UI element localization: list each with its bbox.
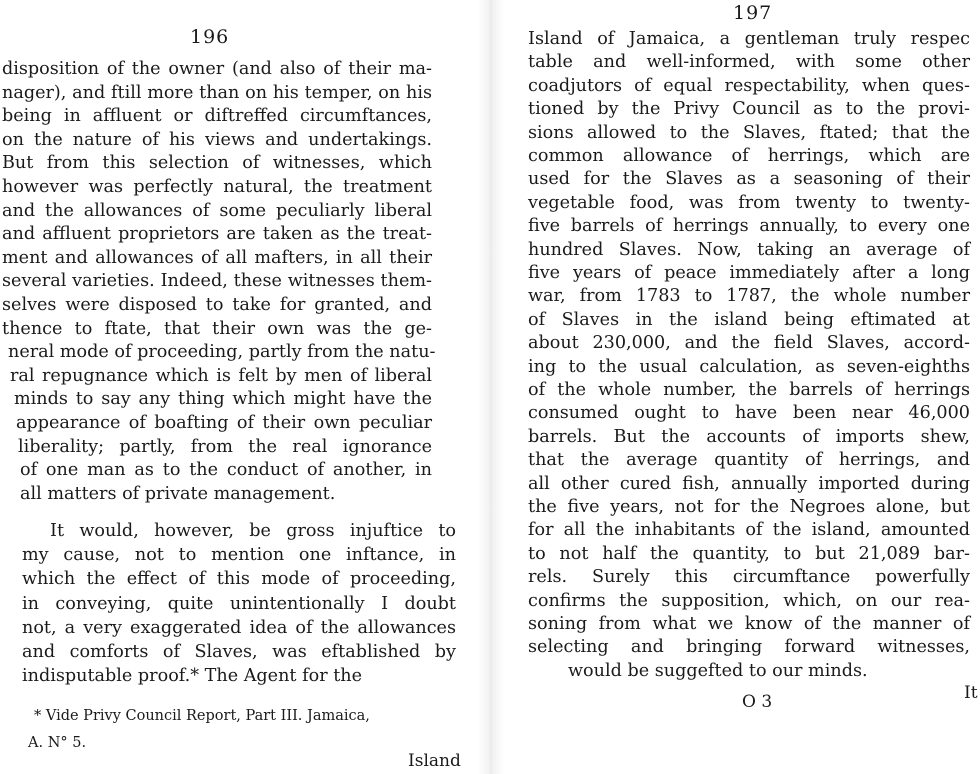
text-line: sions allowed to the Slaves, ftated; that the — [528, 122, 970, 143]
right-catchword: It — [964, 683, 978, 703]
right-page-number: 197 — [733, 2, 773, 24]
text-line: coadjutors of equal respectability, when ques- — [528, 75, 970, 96]
text-line: being in affluent or diftreffed circumftances, — [2, 106, 432, 127]
text-line: Island of Jamaica, a gentleman truly respec — [528, 29, 970, 49]
text-line: minds to say any thing which might have the — [14, 389, 432, 410]
text-line: five barrels of herrings annually, to every one — [528, 216, 970, 237]
text-line: selves were disposed to take for granted, and — [2, 295, 432, 315]
right-page — [512, 0, 980, 774]
text-line: to not half the quantity, to but 21,089 bar- — [528, 543, 970, 564]
text-line: used for the Slaves as a seasoning of their — [528, 169, 970, 190]
text-line: disposition of the owner (and also of their ma- — [2, 59, 432, 79]
text-line: on the nature of his views and undertakings. — [2, 129, 432, 150]
text-line: appearance of boafting of their own peculiar — [16, 413, 432, 433]
text-line: consumed ought to have been near 46,000 — [528, 403, 970, 424]
text-line: barrels. But the accounts of imports shew, — [528, 426, 970, 447]
text-line: of one man as to the conduct of another, in — [20, 460, 432, 481]
book-gutter — [478, 0, 504, 774]
text-line: for all the inhabitants of the island, amounted — [528, 520, 970, 541]
text-line: and the allowances of some peculiarly liberal — [2, 200, 432, 221]
text-line: soning from what we know of the manner of — [528, 614, 970, 634]
text-line: table and well-informed, with some other — [528, 52, 970, 73]
text-line: confirms the supposition, which, on our rea- — [528, 590, 970, 611]
text-line: thence to ftate, that their own was the ge- — [2, 318, 432, 339]
text-line: common allowance of herrings, which are — [528, 146, 970, 166]
text-line: all matters of private management. — [20, 483, 336, 504]
text-line: nager), and ftill more than on his temper, on his — [2, 82, 432, 103]
text-line: ral repugnance which is felt by men of liberal — [10, 365, 432, 386]
text-line: liberality; partly, from the real ignorance — [18, 436, 432, 457]
text-line: that the average quantity of herrings, and — [528, 450, 970, 471]
text-line: It would, however, be gross injuftice to — [50, 521, 456, 541]
text-line: my cause, not to mention one inftance, in — [22, 545, 456, 566]
text-line: several varieties. Indeed, these witnesses them- — [2, 271, 432, 292]
text-line: about 230,000, and the field Slaves, accord- — [528, 333, 970, 354]
text-line: selecting and bringing forward witnesses, — [528, 637, 970, 658]
text-line: indisputable proof.* The Agent for the — [22, 666, 363, 687]
text-line: all other cured fish, annually imported during — [528, 473, 970, 494]
text-line: war, from 1783 to 1787, the whole number — [528, 286, 970, 307]
text-line: ment and allowances of all mafters, in all their — [2, 247, 432, 268]
text-line: in conveying, quite unintentionally I doubt — [22, 593, 456, 614]
text-line: vegetable food, was from twenty to twenty- — [528, 192, 970, 213]
footnote-line: A. N° 5. — [28, 735, 87, 751]
left-page — [0, 0, 470, 774]
text-line: and affluent proprietors are taken as the treat- — [2, 224, 432, 245]
signature-mark: O 3 — [742, 692, 773, 712]
footnote-line: * Vide Privy Council Report, Part III. Jamaica, — [34, 708, 370, 724]
text-line: which the effect of this mode of proceeding, — [22, 569, 456, 590]
text-line: the five years, not for the Negroes alone, but — [528, 497, 970, 517]
text-line: neral mode of proceeding, partly from the natu- — [8, 342, 436, 363]
text-line: But from this selection of witnesses, which — [2, 153, 432, 174]
text-line: would be suggefted to our minds. — [568, 660, 868, 681]
text-line: tioned by the Privy Council as to the provi- — [528, 99, 970, 120]
text-line: ing to the usual calculation, as seven-eighths — [528, 356, 970, 377]
text-line: hundred Slaves. Now, taking an average of — [528, 239, 970, 260]
text-line: rels. Surely this circumftance powerfully — [528, 567, 970, 588]
text-line: five years of peace immediately after a long — [528, 263, 970, 283]
text-line: of the whole number, the barrels of herrings — [528, 380, 970, 400]
left-catchword: Island — [408, 751, 461, 771]
text-line: of Slaves in the island being eftimated at — [528, 309, 970, 330]
text-line: however was perfectly natural, the treatment — [2, 177, 432, 197]
text-line: and comforts of Slaves, was eftablished by — [22, 642, 456, 662]
text-line: not, a very exaggerated idea of the allowances — [22, 617, 456, 638]
left-page-number: 196 — [190, 26, 230, 48]
